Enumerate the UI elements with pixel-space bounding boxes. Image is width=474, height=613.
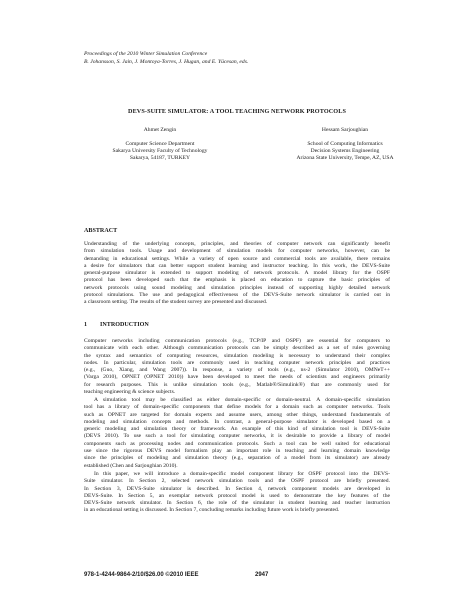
text-line: such as OPNET are targeted for domain experts and assume users, among other things, understand fundamentals of	[84, 411, 390, 418]
text-line: Computer networks including communication protocols (e.g., TCP/IP and OSPF) are essential for computers to	[84, 338, 390, 344]
page-number: 2947	[255, 572, 269, 578]
text-line: the syntax and semantics of computing resources, simulation modeling is necessary to understand their complex	[84, 352, 390, 359]
author-block-2	[270, 127, 420, 162]
text-line: communicate with each other. Although communication protocols can be simply described as a set of rules governing	[84, 345, 390, 352]
section-title: INTRODUCTION	[100, 322, 149, 328]
intro-paragraph-3	[84, 471, 390, 515]
proceedings-line: Proceedings of the 2010 Winter Simulation Conference	[84, 51, 208, 57]
text-line: in an educational setting is discussed. In Section 7, concluding remarks including future work is briefly presented.	[84, 507, 340, 514]
section-heading-introduction	[84, 322, 149, 328]
text-line: protocol has been developed such that the emphasis is placed on education to capture the basic principles of	[84, 277, 390, 284]
paper-title: DEVS-SUITE SIMULATOR: A TOOL TEACHING NETWORK PROTOCOLS	[128, 108, 346, 115]
intro-paragraph-1	[84, 338, 390, 396]
text-line: nodes. In particular, simulation tools are commonly used in teaching computer network principles and practices	[84, 359, 390, 366]
text-line: protocol simulations. The use and pedagogical effectiveness of the DEVS-Suite network simulator is carried out in	[84, 292, 390, 299]
text-line: a desire for simulators that can better support student learning and instructor teaching. In this work, the DEVS-Suite	[84, 262, 390, 269]
author-affiliation: Sakarya, 54187, TURKEY	[129, 155, 191, 162]
text-line: modeling and simulation concepts and methods. In contrast, a general-purpose simulator is developed based on a	[84, 418, 390, 425]
author-affiliation: School of Computing Informatics	[307, 141, 383, 148]
text-line: network protocols using sound modeling and simulation principles instead of supporting highly detailed network	[84, 284, 390, 291]
text-line: DEVS-Suite network simulator. In Section 6, the role of the simulator in student learning and teacher instruction	[84, 500, 390, 507]
text-line: demanding in educational settings. While a variety of open source and commercial tools are available, there remains	[84, 255, 390, 262]
author-affiliation: Computer Science Department	[125, 141, 195, 148]
text-line: (DEVS 2010). To use such a tool for simulating computer networks, it is desirable to provide a library of model	[84, 433, 390, 440]
proceedings-editors: B. Johansson, S. Jain, J. Montoya-Torres, J. Hugan, and E. Yücesan, eds.	[84, 58, 249, 65]
text-line: A simulation tool may be classified as either domain-specific or domain-neutral. A domain-specific simulation	[94, 397, 390, 403]
text-line: from simulation tools. Usage and development of simulation models for computer networks, however, can be	[84, 248, 390, 255]
text-line: In Section 3, DEVS-Suite simulator is described. In Section 4, network component models are developed in	[84, 485, 390, 492]
text-line: for research purposes. This is unlike simulation tools (e.g., Matlab®/Simulink®) that are commonly used for	[84, 381, 390, 388]
text-line: Understanding of the underlying concepts, principles, and theories of computer network can significantly benefit	[84, 241, 390, 247]
text-line: tool has a library of domain-specific components that define models for a domain such as computer networks. Tools	[84, 404, 390, 411]
author-name: Hessam Sarjoughian	[321, 127, 369, 133]
text-line: components such as processing nodes and communication protocols. Such a tool can be well suited for educational	[84, 440, 390, 447]
author-affiliation: Sakarya University Faculty of Technology	[112, 148, 208, 155]
intro-paragraph-2	[84, 397, 390, 470]
text-line: In this paper, we will introduce a domain-specific model component library for OSPF protocol into the DEVS-	[94, 471, 390, 477]
text-line: teaching engineering & science subjects.	[84, 389, 176, 396]
text-line: a classroom setting. The results of the student survey are presented and discussed.	[84, 299, 268, 306]
text-line: (Varga 2010), OPNET (OPNET 2010)) have been developed to meet the needs of scientists and engineers primarily	[84, 374, 390, 381]
footer-isbn: 978-1-4244-9864-2/10/$26.00 ©2010 IEEE	[84, 572, 199, 578]
author-name: Ahmet Zengin	[143, 127, 177, 133]
author-block-1	[85, 127, 235, 162]
text-line: use since the rigorous DEVS model formalism play an important role in teaching and learning domain knowledge	[84, 448, 390, 455]
text-line: Suite simulator. In Section 2, selected network simulation tools and the OSPF protocol are briefly presented.	[84, 478, 390, 485]
author-affiliation: Arizona State University, Tempe, AZ, USA	[296, 155, 394, 162]
text-line: DEVS-Suite. In Section 5, an exemplar network protocol model is used to demonstrate the key features of the	[84, 492, 390, 499]
abstract-body	[84, 241, 390, 307]
text-line: general-purpose simulator is extended to support modeling of network protocols. A model library for the OSPF	[84, 270, 390, 277]
text-line: established (Chen and Sarjoughian 2010).	[84, 462, 178, 469]
text-line: since the principles of modeling and simulation theory (e.g., separation of a model from its simulator) are already	[84, 455, 390, 462]
proceedings-header	[84, 51, 404, 66]
author-affiliation: Decision Systems Engineering	[310, 148, 380, 155]
abstract-heading: ABSTRACT	[84, 228, 118, 234]
text-line: generic modeling and simulation theory or framework. An example of this kind of simulation tool is DEVS-Suite	[84, 426, 390, 433]
section-number: 1	[84, 322, 88, 328]
text-line: (e.g., (Guo, Xiang, and Wang 2007)). In response, a variety of tools (e.g., ns-2 (Simulator 2010), OMNeT++	[84, 367, 390, 374]
